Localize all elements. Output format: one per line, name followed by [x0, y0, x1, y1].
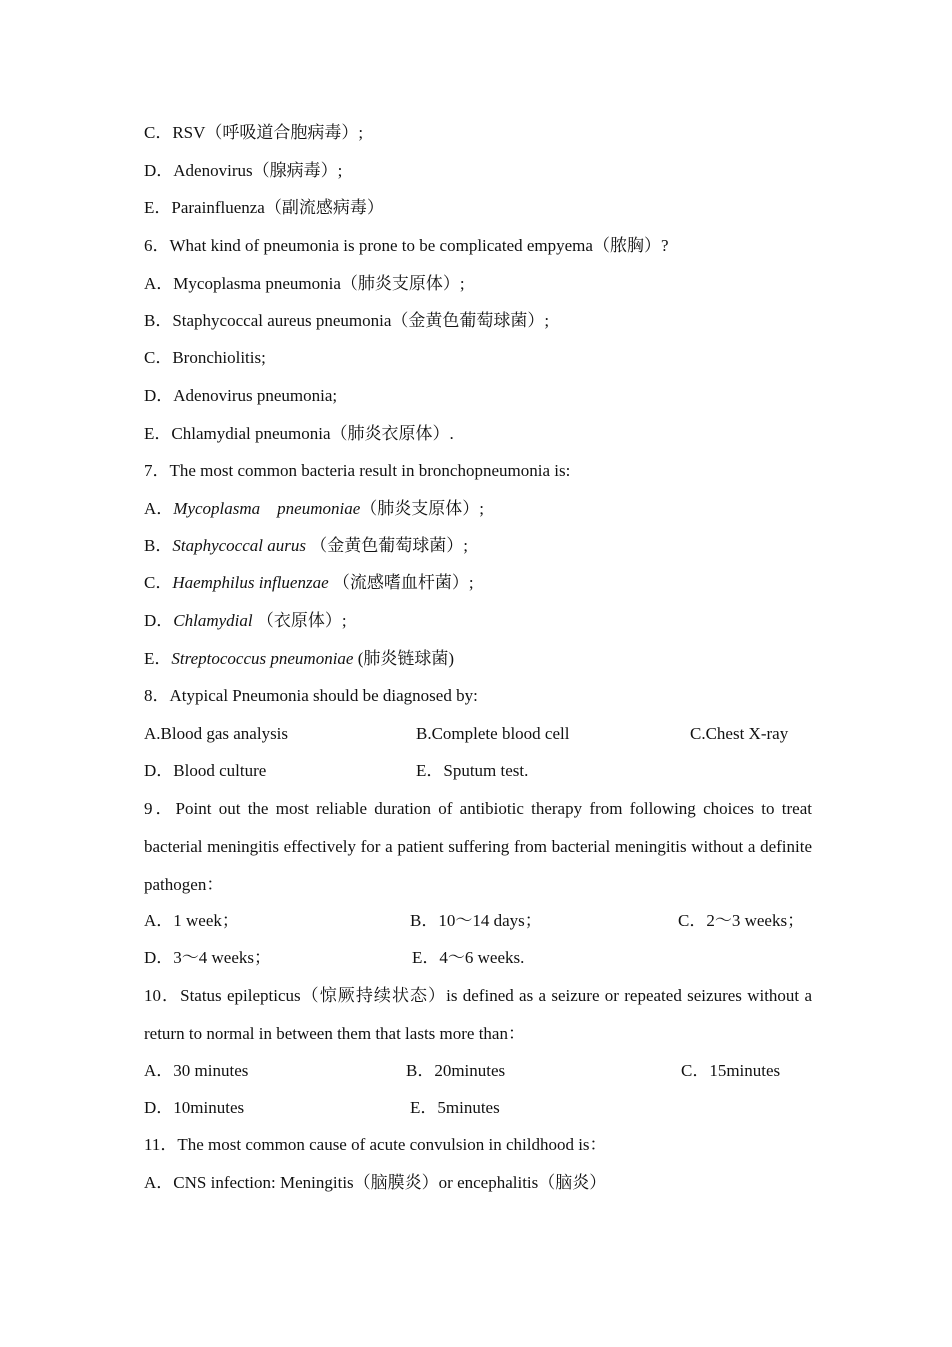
q6-stem: 6．What kind of pneumonia is prone to be complicated empyema（脓胸）? [144, 236, 669, 255]
q8-option-c: C.Chest X-ray [690, 724, 789, 743]
q7-option-d: D．Chlamydial （衣原体）; [144, 611, 347, 630]
q5-option-e: E．Parainfluenza（副流感病毒） [144, 198, 384, 217]
q9-option-c: C．2～3 weeks； [678, 911, 805, 930]
q7-option-b: B．Staphycoccal aurus （金黄色葡萄球菌）; [144, 536, 468, 555]
q10-stem: 10．Status epilepticus（惊厥持续状态）is defined as a seizure or repeated seizures without a return to normal in between them that lasts more than： [144, 986, 812, 1043]
q8-options-row-1 [144, 722, 812, 746]
q11-option-a: A．CNS infection: Meningitis（脑膜炎）or encephalitis（脑炎） [144, 1173, 607, 1192]
q9-options-row-2 [144, 946, 812, 970]
q6-option-d: D．Adenovirus pneumonia; [144, 386, 338, 405]
q6-option-a: A．Mycoplasma pneumonia（肺炎支原体）; [144, 274, 465, 293]
q6-option-e: E．Chlamydial pneumonia（肺炎衣原体）. [144, 424, 454, 443]
q8-option-e: E．Sputum test. [416, 761, 529, 780]
q9-options-row-1 [144, 909, 812, 933]
q10-option-e: E．5minutes [410, 1098, 500, 1117]
q10-option-c: C．15minutes [681, 1061, 781, 1080]
q6-option-c: C．Bronchiolitis; [144, 348, 266, 367]
q10-option-b: B．20minutes [406, 1061, 506, 1080]
q5-option-c: C．RSV（呼吸道合胞病毒）; [144, 123, 364, 142]
q8-options-row-2 [144, 759, 812, 783]
q10-options-row-1 [144, 1059, 812, 1083]
q9-stem: 9．Point out the most reliable duration of antibiotic therapy from following choices to treat bacterial meningitis effectively for a patient suffering from bacterial meningitis without a definite pathogen： [144, 799, 812, 894]
q8-stem: 8．Atypical Pneumonia should be diagnosed by: [144, 686, 478, 705]
q10-option-d: D．10minutes [144, 1098, 245, 1117]
q7-option-a: A．Mycoplasma pneumoniae（肺炎支原体）; [144, 499, 484, 518]
q6-option-b: B．Staphycoccal aureus pneumonia（金黄色葡萄球菌）; [144, 311, 550, 330]
q7-stem: 7．The most common bacteria result in bronchopneumonia is: [144, 461, 571, 480]
q8-option-b: B.Complete blood cell [416, 724, 570, 743]
q7-option-c: C．Haemphilus influenzae （流感嗜血杆菌）; [144, 573, 474, 592]
q8-option-d: D．Blood culture [144, 761, 267, 780]
q9-option-e: E．4～6 weeks. [412, 948, 525, 967]
q9-option-b: B．10～14 days； [410, 911, 542, 930]
q10-option-a: A．30 minutes [144, 1061, 249, 1080]
q9-option-a: A．1 week； [144, 911, 239, 930]
q10-options-row-2 [144, 1096, 812, 1120]
q8-option-a: A.Blood gas analysis [144, 724, 289, 743]
q9-option-d: D．3～4 weeks； [144, 948, 272, 967]
q7-option-e: E．Streptococcus pneumoniae (肺炎链球菌) [144, 649, 455, 668]
q11-stem: 11．The most common cause of acute convulsion in childhood is： [144, 1135, 607, 1154]
q5-option-d: D．Adenovirus（腺病毒）; [144, 161, 343, 180]
